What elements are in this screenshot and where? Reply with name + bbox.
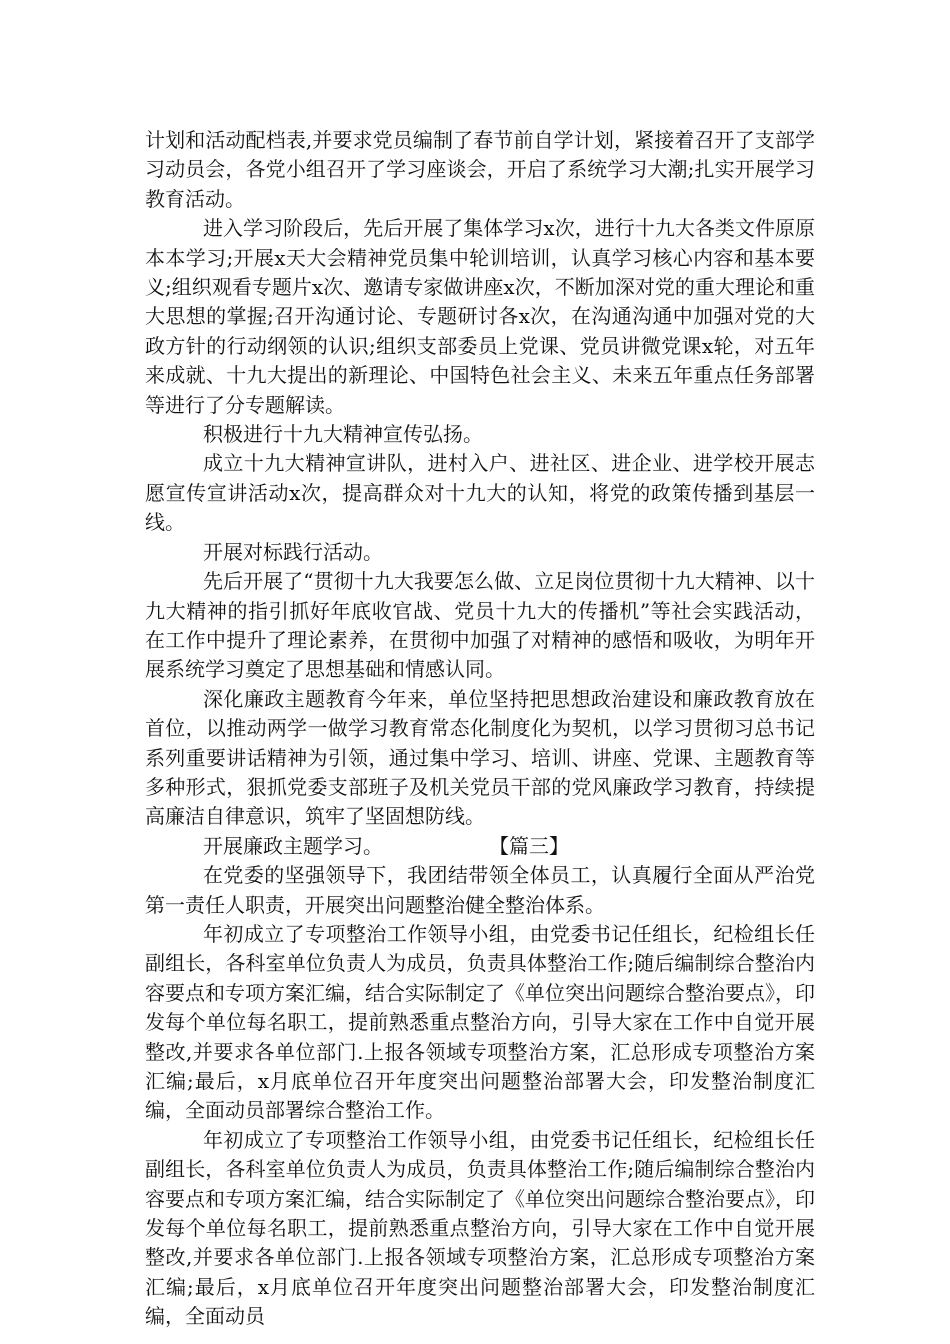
- section-tag: 【篇三】: [489, 833, 569, 858]
- paragraph-heading-publicity: 积极进行十九大精神宣传弘扬。: [203, 422, 483, 447]
- document-page: [145, 126, 815, 1332]
- section-heading-line: [145, 832, 815, 861]
- paragraph-integrity-education: 深化廉政主题教育今年来，单位坚持把思想政治建设和廉政教育放在首位，以推动两学一做学习教育常态化制度化为契机，以学习贯彻习总书记系列重要讲话精神为引领，通过集中学习、培训、讲座、党课、主题教育等多种形式，狠抓党委支部班子及机关党员干部的党风廉政学习教育，持续提高廉洁自律意识，筑牢了坚固想防线。: [145, 686, 815, 829]
- paragraph-study-stage: 进入学习阶段后，先后开展了集体学习x次，进行十九大各类文件原原本本学习;开展x天大会精神党员集中轮训培训，认真学习核心内容和基本要义;组织观看专题片x次、邀请专家做讲座x次，不断加深对党的重大理论和重大思想的掌握;召开沟通讨论、专题研讨各x次，在沟通沟通中加强对党的大政方针的行动纲领的认识;组织支部委员上党课、党员讲微党课x轮，对五年来成就、十九大提出的新理论、中国特色社会主义、未来五年重点任务部署等进行了分专题解读。: [145, 216, 815, 417]
- paragraph-continuation: 计划和活动配档表,并要求党员编制了春节前自学计划，紧接着召开了支部学习动员会，各党小组召开了学习座谈会，开启了系统学习大潮;扎实开展学习教育活动。: [145, 128, 815, 211]
- paragraph-rectification-1: 年初成立了专项整治工作领导小组，由党委书记任组长，纪检组长任副组长，各科室单位负责人为成员，负责具体整治工作;随后编制综合整治内容要点和专项方案汇编，结合实际制定了《单位突出问题综合整治要点》，印发每个单位每名职工，提前熟悉重点整治方向，引导大家在工作中自觉开展整改,并要求各单位部门.上报各领域专项整治方案，汇总形成专项整治方案汇编;最后，x月底单位召开年度突出问题整治部署大会，印发整治制度汇编，全面动员部署综合整治工作。: [145, 921, 815, 1123]
- paragraph-practice-activities: 先后开展了“贯彻十九大我要怎么做、立足岗位贯彻十九大精神、以十九大精神的指引抓好年底收官战、党员十九大的传播机”等社会实践活动，在工作中提升了理论素养，在贯彻中加强了对精神的感悟和吸收，为明年开展系统学习奠定了思想基础和情感认同。: [145, 569, 815, 682]
- paragraph-heading-integrity-study: 开展廉政主题学习。: [203, 833, 383, 858]
- paragraph-lecture-team: 成立十九大精神宣讲队，进村入户、进社区、进企业、进学校开展志愿宣传宣讲活动x次，提高群众对十九大的认知，将党的政策传播到基层一线。: [145, 451, 815, 535]
- paragraph-rectification-2: 年初成立了专项整治工作领导小组，由党委书记任组长，纪检组长任副组长，各科室单位负责人为成员，负责具体整治工作;随后编制综合整治内容要点和专项方案汇编，结合实际制定了《单位突出问题综合整治要点》，印发每个单位每名职工，提前熟悉重点整治方向，引导大家在工作中自觉开展整改,并要求各单位部门.上报各领域专项整治方案，汇总形成专项整治方案汇编;最后，x月底单位召开年度突出问题整治部署大会，印发整治制度汇编，全面动员: [145, 1127, 815, 1329]
- paragraph-leadership: 在党委的坚强领导下，我团结带领全体员工，认真履行全面从严治党第一责任人职责，开展突出问题整治健全整治体系。: [145, 863, 815, 917]
- paragraph-heading-practice: 开展对标践行活动。: [203, 539, 383, 564]
